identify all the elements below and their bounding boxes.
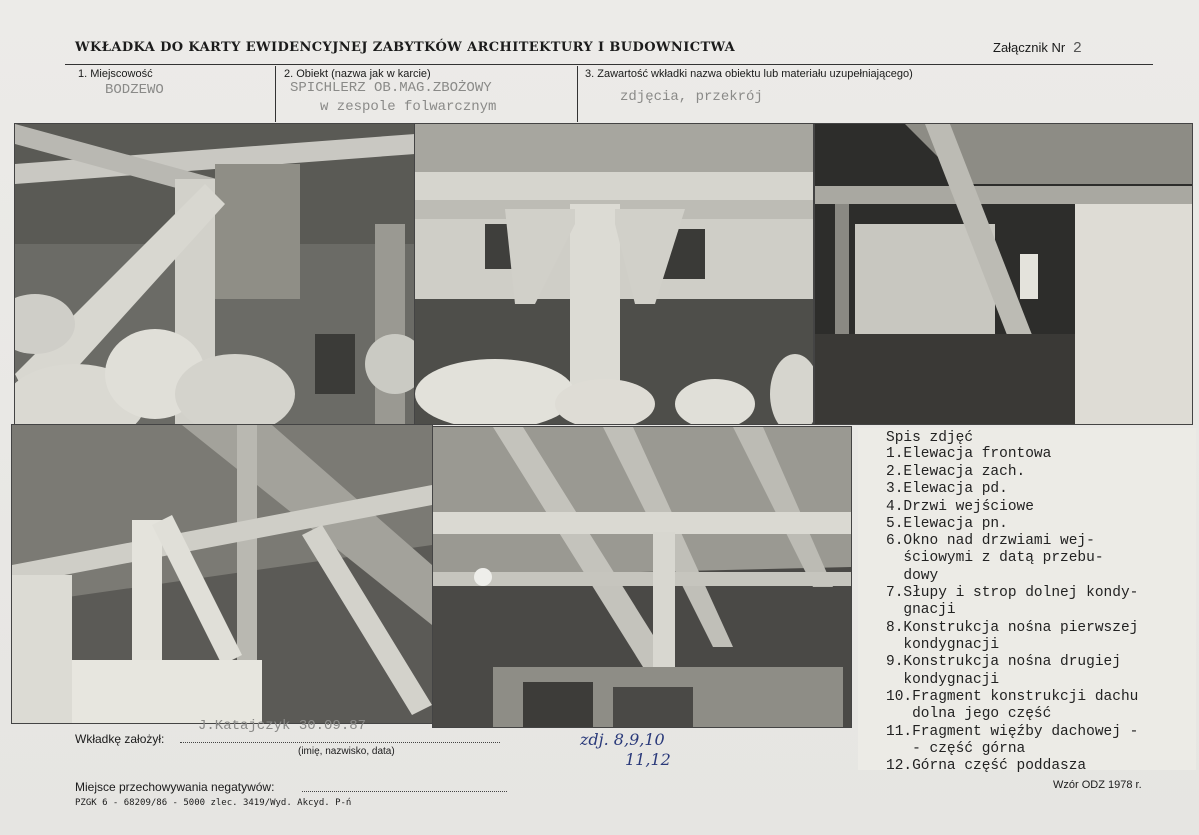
inserted-by-caption: (imię, nazwisko, data) (298, 746, 395, 757)
photo-list-item: 10.Fragment konstrukcji dachu (886, 689, 1139, 705)
handwritten-note-line2: 11,12 (625, 750, 671, 769)
photo-list-item: - część górna (886, 741, 1026, 757)
photo-list-item: kondygnacji (886, 637, 1000, 653)
photo-list-item: 8.Konstrukcja nośna pierwszej (886, 620, 1139, 636)
annex-label: Załącznik Nr (993, 40, 1066, 55)
field-1-label: 1. Miejscowość (78, 68, 153, 80)
photo-list-item: 12.Górna część poddasza (886, 758, 1087, 774)
photo-list-item: 3.Elewacja pd. (886, 481, 1008, 497)
photo-list-item: kondygnacji (886, 672, 1000, 688)
handwritten-note-line1: zdj. 8,9,10 (580, 730, 665, 749)
photo-list-item: 1.Elewacja frontowa (886, 446, 1052, 462)
annex-number (993, 40, 1082, 57)
print-info: PZGK 6 - 68209/86 - 5000 zlec. 3419/Wyd. Akcyd. P-ń (75, 798, 352, 808)
photo-1-image (15, 124, 415, 424)
photo-list-item: 7.Słupy i strop dolnej kondy- (886, 585, 1139, 601)
field-2-value-line1: SPICHLERZ OB.MAG.ZBOŻOWY (290, 80, 492, 96)
photo-3-roof-truss (814, 123, 1193, 425)
photo-list-item: 6.Okno nad drzwiami wej- (886, 533, 1095, 549)
photo-list-item: 11.Fragment więźby dachowej - (886, 724, 1139, 740)
inserted-by-line (180, 742, 500, 743)
photo-2-image (415, 124, 813, 424)
photo-list-item: dolna jego część (886, 706, 1052, 722)
photo-4-image (12, 425, 432, 723)
photo-list-panel (858, 428, 1196, 774)
photo-3-image (815, 124, 1192, 424)
field-2-value-line2: w zespole folwarcznym (320, 99, 497, 115)
inserted-by-label: Wkładkę założył: (75, 732, 165, 746)
field-3-label: 3. Zawartość wkładki nazwa obiektu lub materiału uzupełniającego) (585, 68, 913, 80)
annex-value: 2 (1072, 40, 1082, 57)
photo-5-image (433, 427, 851, 727)
card-title: WKŁADKA DO KARTY EWIDENCYJNEJ ZABYTKÓW ARCHITEKTURY I BUDOWNICTWA (75, 40, 736, 55)
field-divider-1 (275, 66, 276, 122)
photo-list-item: 5.Elewacja pn. (886, 516, 1008, 532)
header-rule (65, 64, 1153, 65)
photo-1-attic-sacks (14, 123, 416, 425)
photo-2-post-and-beams (414, 123, 814, 425)
field-3-value: zdjęcia, przekrój (620, 89, 763, 105)
photo-list-item: dowy (886, 568, 939, 584)
photo-list-title: Spis zdjęć (886, 430, 974, 446)
photo-list-item: 2.Elewacja zach. (886, 464, 1026, 480)
negatives-line (302, 791, 507, 792)
field-divider-2 (577, 66, 578, 122)
photo-list-item: 4.Drzwi wejściowe (886, 499, 1034, 515)
negatives-label: Miejsce przechowywania negatywów: (75, 780, 275, 794)
photo-5-attic-roof (432, 426, 852, 728)
photo-list-item: ściowymi z datą przebu- (886, 550, 1104, 566)
field-1-value: BODZEWO (105, 82, 164, 98)
form-code: Wzór ODZ 1978 r. (1053, 779, 1142, 791)
photo-4-roof-lower (11, 424, 433, 724)
field-2-label: 2. Obiekt (nazwa jak w karcie) (284, 68, 431, 80)
inserted-by-value: J.Katajczyk 30.09.87 (198, 718, 367, 734)
photo-list-item: gnacji (886, 602, 956, 618)
photo-list-item: 9.Konstrukcja nośna drugiej (886, 654, 1121, 670)
